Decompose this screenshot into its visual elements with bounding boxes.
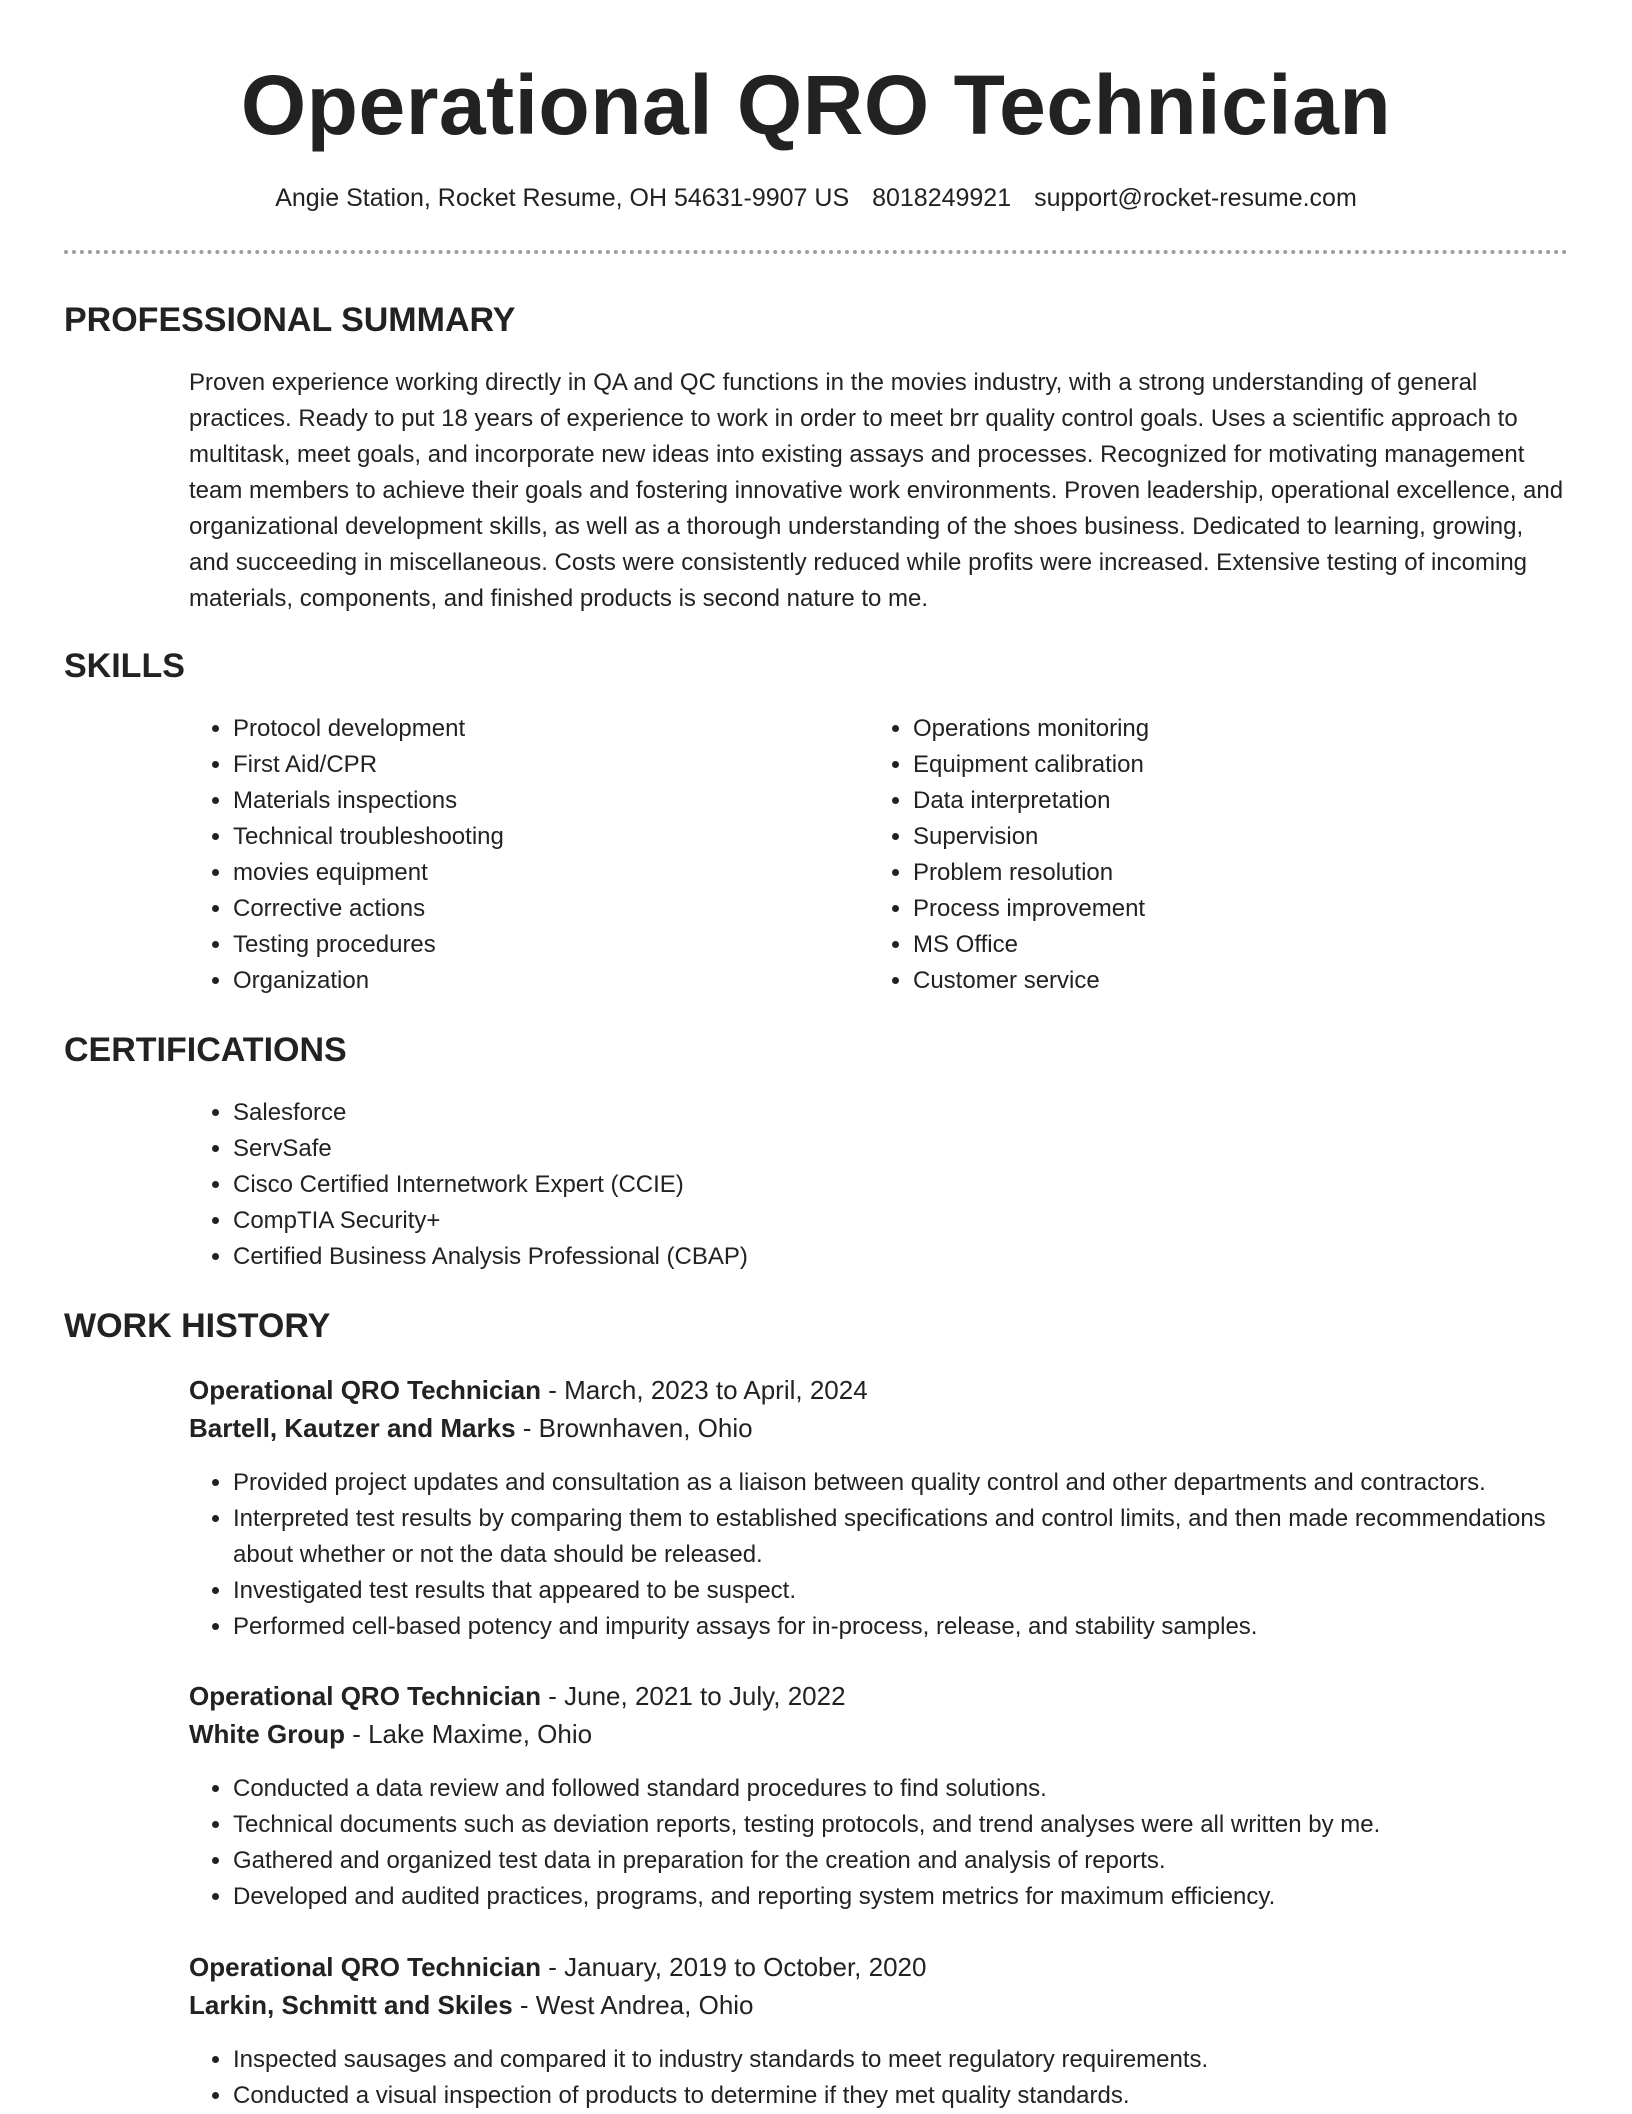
job-bullets xyxy=(189,2042,1593,2114)
contact-line xyxy=(0,180,1632,216)
list-item: • First Aid/CPR xyxy=(233,747,853,783)
resume-name: Operational QRO Technician xyxy=(240,58,1392,152)
summary-heading: PROFESSIONAL SUMMARY xyxy=(64,301,516,339)
list-item: • Technical documents such as deviation reports, testing protocols, and trend analyses were all written by me. xyxy=(233,1807,1593,1843)
job-role: Operational QRO Technician xyxy=(189,1952,542,1982)
list-item: • Conducted a visual inspection of products to determine if they met quality standards. xyxy=(233,2078,1593,2114)
certifications-heading: CERTIFICATIONS xyxy=(64,1031,347,1069)
list-item: • Supervision xyxy=(913,819,1533,855)
contact-email: support@rocket-resume.com xyxy=(1034,184,1357,212)
list-item: • Organization xyxy=(233,963,853,999)
list-item: • Equipment calibration xyxy=(913,747,1533,783)
skills-list-left xyxy=(189,711,853,999)
job-title-line xyxy=(189,1677,1569,1715)
job-company: White Group xyxy=(189,1719,345,1749)
job-dates: - January, 2019 to October, 2020 xyxy=(541,1952,927,1982)
list-item: • Cisco Certified Internetwork Expert (CCIE) xyxy=(233,1167,1573,1203)
list-item: • MS Office xyxy=(913,927,1533,963)
list-item: • Testing procedures xyxy=(233,927,853,963)
job-location: - West Andrea, Ohio xyxy=(512,1990,754,2020)
list-item: • Salesforce xyxy=(233,1095,1573,1131)
job-title-line xyxy=(189,1948,1569,1986)
job-company: Bartell, Kautzer and Marks xyxy=(189,1413,516,1443)
list-item: • Corrective actions xyxy=(233,891,853,927)
list-item: • Data interpretation xyxy=(913,783,1533,819)
list-item: • Performed cell-based potency and impurity assays for in-process, release, and stability samples. xyxy=(233,1609,1593,1645)
list-item: • Customer service xyxy=(913,963,1533,999)
summary-text: Proven experience working directly in QA and QC functions in the movies industry, with a strong understanding of general practices. Ready to put 18 years of experience to work in order to meet brr quality control goals. Uses a scientific approach to multitask, meet goals, and incorporate new ideas into existing assays and processes. Recognized for motivating management team members to achieve their goals and fostering innovative work environments. Proven leadership, operational excellence, and organizational development skills, as well as a thorough understanding of the shoes business. Dedicated to learning, growing, and succeeding in miscellaneous. Costs were consistently reduced while profits were increased. Extensive testing of incoming materials, components, and finished products is second nature to me. xyxy=(189,369,1564,612)
list-item: • Technical troubleshooting xyxy=(233,819,853,855)
list-item: • Certified Business Analysis Professional (CBAP) xyxy=(233,1239,1573,1275)
skills-heading: SKILLS xyxy=(64,647,185,685)
list-item: • Investigated test results that appeared to be suspect. xyxy=(233,1573,1593,1609)
header-divider xyxy=(64,250,1568,254)
contact-address: Angie Station, Rocket Resume, OH 54631-9907 US xyxy=(275,184,850,212)
list-item: • Inspected sausages and compared it to industry standards to meet regulatory requirements. xyxy=(233,2042,1593,2078)
list-item: • Provided project updates and consultation as a liaison between quality control and other departments and contractors. xyxy=(233,1465,1593,1501)
list-item: • Developed and audited practices, programs, and reporting system metrics for maximum efficiency. xyxy=(233,1879,1593,1915)
job-bullets xyxy=(189,1465,1593,1645)
job-company-line xyxy=(189,1986,1569,2024)
job-dates: - March, 2023 to April, 2024 xyxy=(541,1375,868,1405)
job-bullets xyxy=(189,1771,1593,1915)
list-item: • CompTIA Security+ xyxy=(233,1203,1573,1239)
job-role: Operational QRO Technician xyxy=(189,1681,542,1711)
job-location: - Brownhaven, Ohio xyxy=(515,1413,753,1443)
job-company-line xyxy=(189,1409,1569,1447)
job-role: Operational QRO Technician xyxy=(189,1375,542,1405)
list-item: • Conducted a data review and followed standard procedures to find solutions. xyxy=(233,1771,1593,1807)
job-company-line xyxy=(189,1715,1569,1753)
list-item: • Materials inspections xyxy=(233,783,853,819)
work-history-heading: WORK HISTORY xyxy=(64,1307,331,1345)
list-item: • Protocol development xyxy=(233,711,853,747)
job-location: - Lake Maxime, Ohio xyxy=(344,1719,593,1749)
list-item: • Problem resolution xyxy=(913,855,1533,891)
job-dates: - June, 2021 to July, 2022 xyxy=(541,1681,846,1711)
job-title-line xyxy=(189,1371,1569,1409)
list-item: • movies equipment xyxy=(233,855,853,891)
list-item: • Interpreted test results by comparing them to established specifications and control limits, and then made recommendations about whether or not the data should be released. xyxy=(233,1501,1593,1573)
list-item: • Process improvement xyxy=(913,891,1533,927)
list-item: • ServSafe xyxy=(233,1131,1573,1167)
certifications-list xyxy=(189,1095,1573,1275)
skills-list-right xyxy=(869,711,1533,999)
list-item: • Operations monitoring xyxy=(913,711,1533,747)
contact-phone: 8018249921 xyxy=(872,184,1012,212)
list-item: • Gathered and organized test data in preparation for the creation and analysis of reports. xyxy=(233,1843,1593,1879)
job-company: Larkin, Schmitt and Skiles xyxy=(189,1990,513,2020)
